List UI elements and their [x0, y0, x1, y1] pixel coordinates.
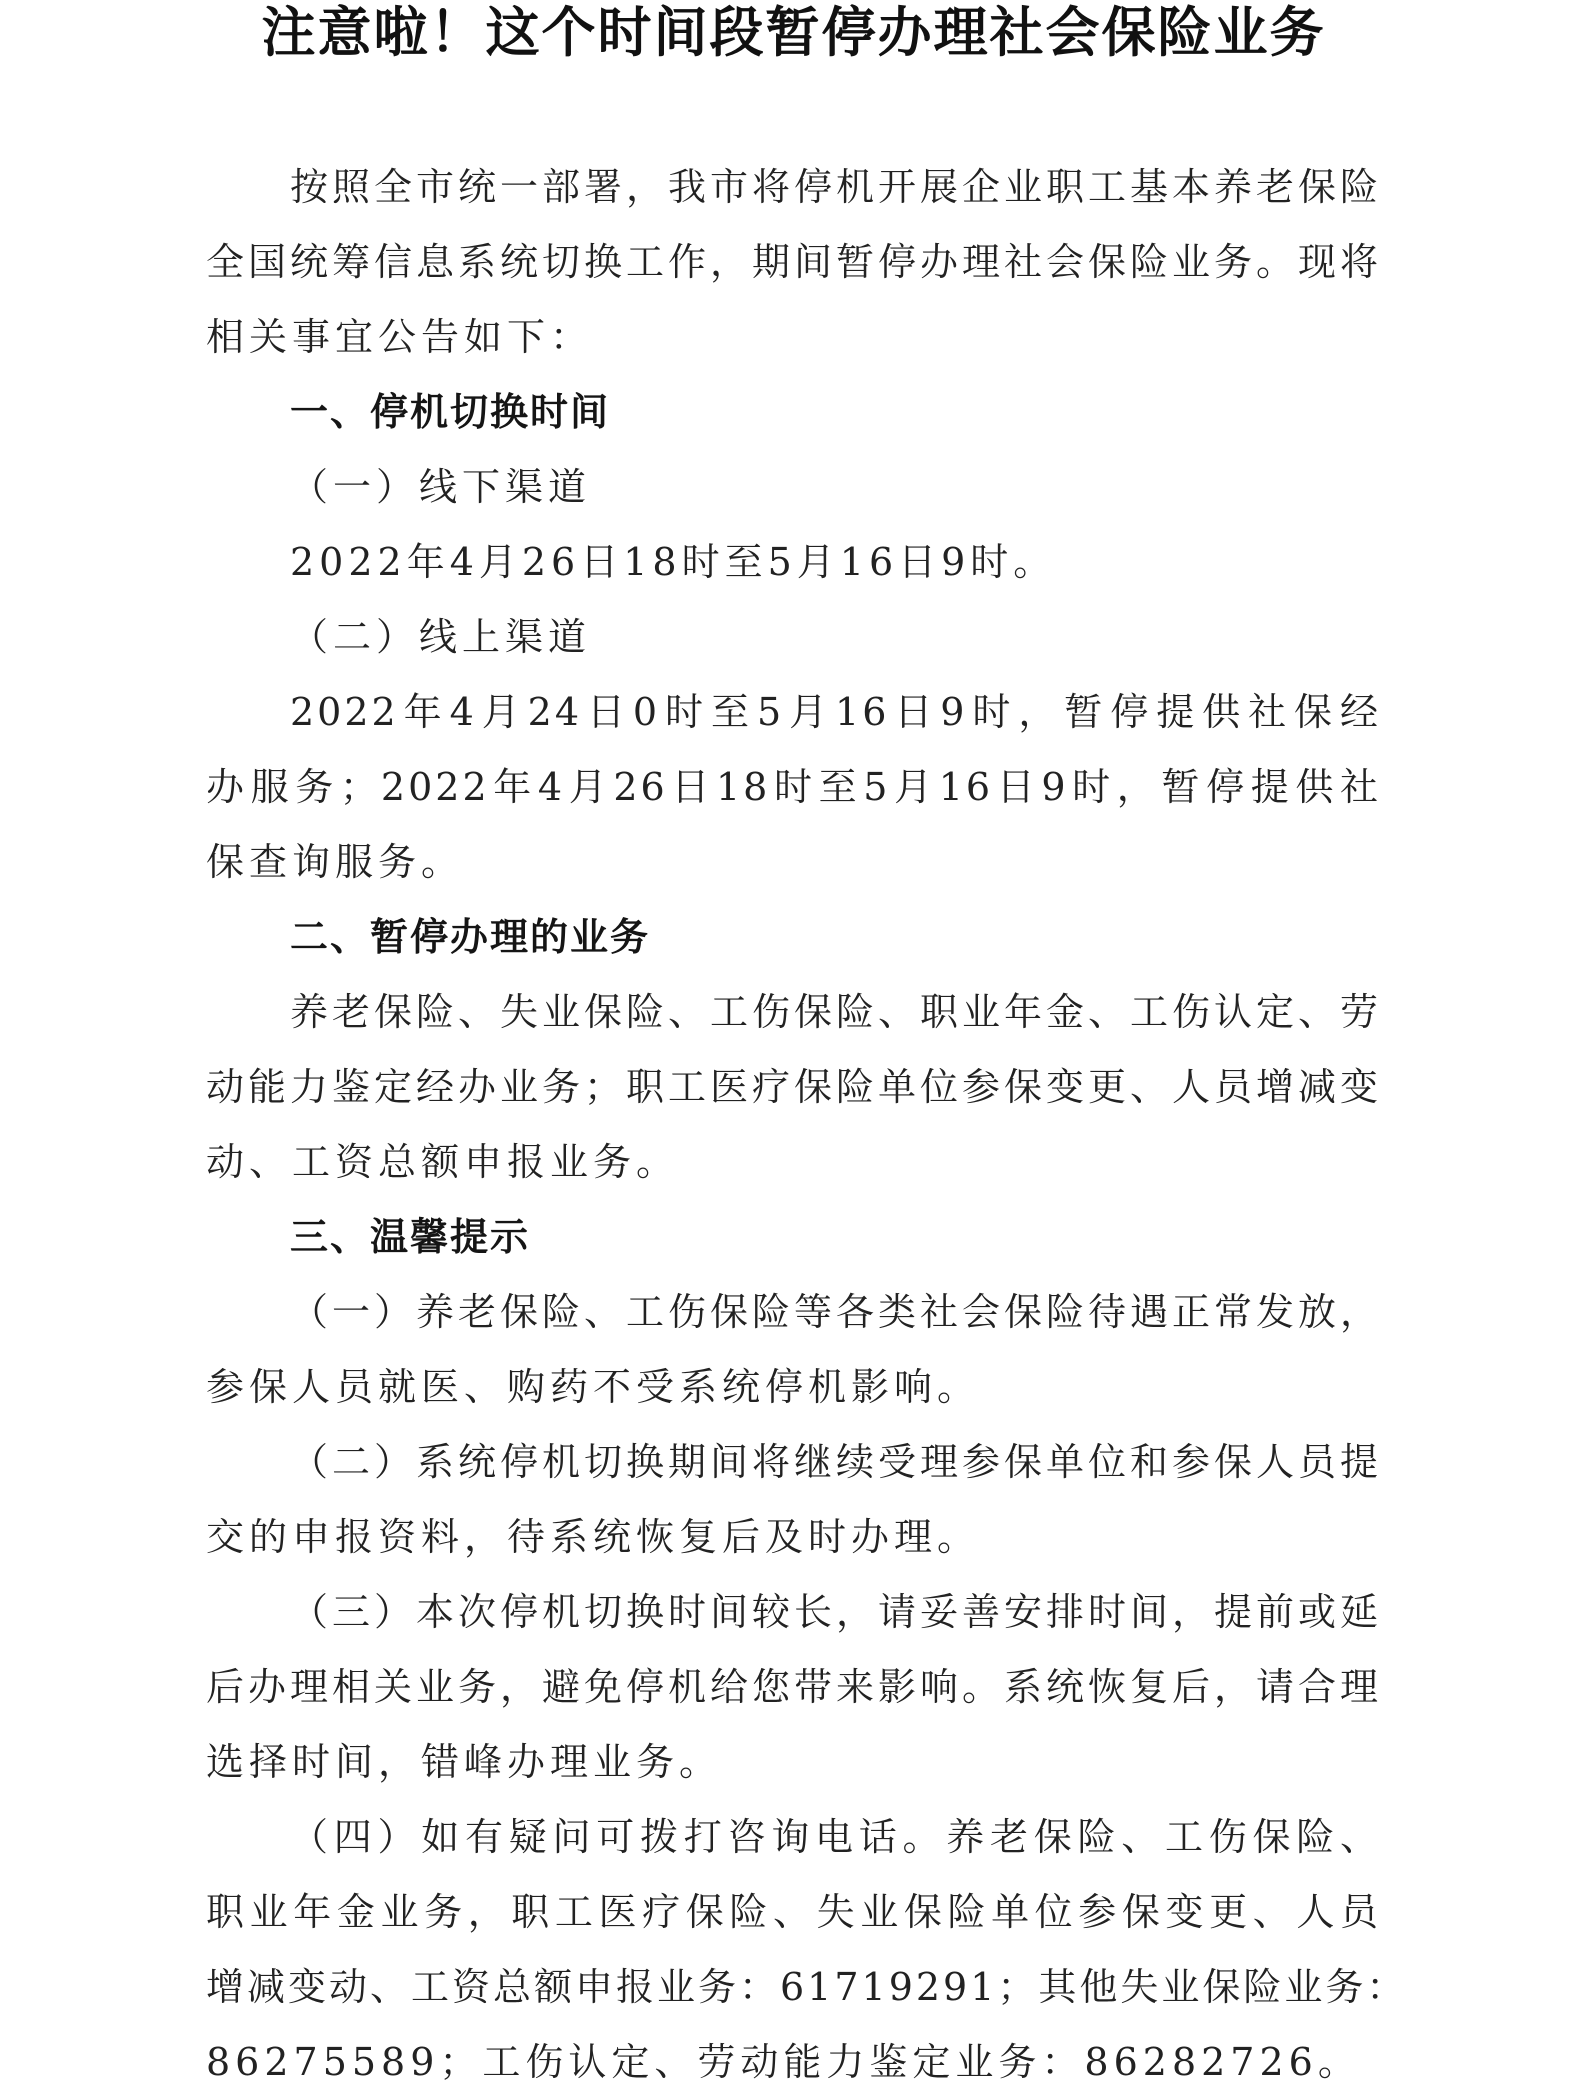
online-time-line-3: 保查询服务。 [206, 840, 465, 884]
tip-3-line-3: 选择时间，错峰办理业务。 [206, 1740, 723, 1784]
document-body [206, 150, 1408, 2100]
online-time-line-1: 2022年4月24日0时至5月16日9时，暂停提供社保经 [290, 690, 1381, 734]
tip-4-line-4: 86275589；工伤认定、劳动能力鉴定业务：86282726。 [206, 2040, 1361, 2084]
suspended-line-2: 动能力鉴定经办业务；职工医疗保险单位参保变更、人员增减变 [206, 1065, 1381, 1109]
tip-4-line-2: 职业年金业务，职工医疗保险、失业保险单位参保变更、人员 [206, 1890, 1381, 1934]
intro-line-1: 按照全市统一部署，我市将停机开展企业职工基本养老保险 [290, 165, 1381, 209]
section-heading-3: 三、温馨提示 [290, 1215, 531, 1259]
tip-2-line-2: 交的申报资料，待系统恢复后及时办理。 [206, 1515, 981, 1559]
tip-3-line-1: （三）本次停机切换时间较长，请妥善安排时间，提前或延 [290, 1590, 1381, 1634]
subsection-offline: （一）线下渠道 [290, 465, 592, 509]
suspended-line-1: 养老保险、失业保险、工伤保险、职业年金、工伤认定、劳 [290, 990, 1381, 1034]
section-heading-2: 二、暂停办理的业务 [290, 915, 651, 959]
document-title: 注意啦！这个时间段暂停办理社会保险业务 [261, 1, 1326, 64]
tip-3-line-2: 后办理相关业务，避免停机给您带来影响。系统恢复后，请合理 [206, 1665, 1381, 1709]
tip-4-line-1: （四）如有疑问可拨打咨询电话。养老保险、工伤保险、 [290, 1815, 1381, 1859]
intro-line-2: 全国统筹信息系统切换工作，期间暂停办理社会保险业务。现将 [206, 240, 1381, 284]
offline-time: 2022年4月26日18时至5月16日9时。 [290, 540, 1057, 584]
tip-1-line-2: 参保人员就医、购药不受系统停机影响。 [206, 1365, 981, 1409]
subsection-online: （二）线上渠道 [290, 615, 592, 659]
tip-4-line-3: 增减变动、工资总额申报业务：61719291；其他失业保险业务： [206, 1965, 1408, 2009]
intro-line-3: 相关事宜公告如下： [206, 315, 594, 359]
suspended-line-3: 动、工资总额申报业务。 [206, 1140, 680, 1184]
tip-2-line-1: （二）系统停机切换期间将继续受理参保单位和参保人员提 [290, 1440, 1381, 1484]
online-time-line-2: 办服务；2022年4月26日18时至5月16日9时，暂停提供社 [206, 765, 1381, 809]
section-heading-1: 一、停机切换时间 [290, 390, 611, 434]
tip-1-line-1: （一）养老保险、工伤保险等各类社会保险待遇正常发放， [290, 1290, 1381, 1334]
